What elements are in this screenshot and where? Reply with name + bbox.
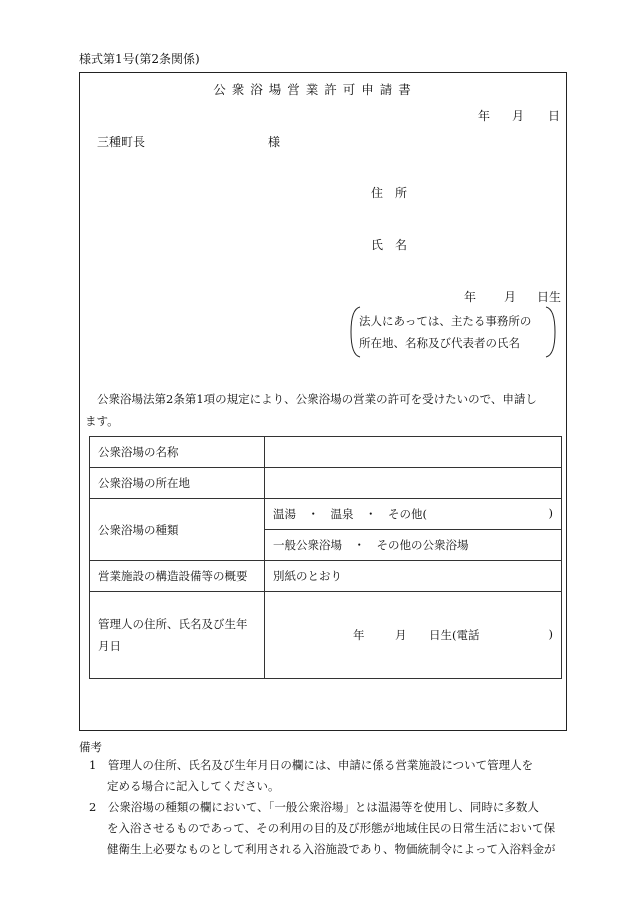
manager-info-label [90, 592, 265, 679]
birth-day-label: 日生 [537, 290, 562, 304]
manager-info-label-line1: 管理人の住所、氏名及び生年 [98, 617, 248, 631]
facility-type-water-options: 温湯 ・ 温泉 ・ その他( [273, 507, 427, 521]
note1-line1: 1 管理人の住所、氏名及び生年月日の欄には、申請に係る営業施設について管理人を [89, 758, 534, 772]
facility-type-category-field[interactable] [265, 530, 562, 561]
facility-type-category-options: 一般公衆浴場 ・ その他の公衆浴場 [273, 538, 469, 552]
structure-summary-field[interactable] [265, 561, 562, 592]
facility-type-label: 公衆浴場の種類 [90, 499, 265, 561]
date-year-label: 年 [478, 109, 491, 123]
date-day-label: 日 [548, 109, 561, 123]
birth-month-label: 月 [504, 290, 517, 304]
note2-line3: 健衛生上必要なものとして利用される入浴施設であり、物価統制令によって入浴料金が [107, 842, 556, 856]
right-bracket [544, 306, 558, 358]
note-1 [89, 755, 574, 797]
form-title: 公衆浴場営業許可申請書 [213, 82, 417, 97]
structure-summary-value: 別紙のとおり [273, 569, 342, 583]
application-table [89, 436, 562, 679]
manager-month-label: 月 [395, 628, 407, 642]
facility-name-label: 公衆浴場の名称 [90, 437, 265, 468]
statement-line1: 公衆浴場法第2条第1項の規定により、公衆浴場の営業の許可を受けたいので、申請し [97, 392, 537, 406]
addressee-honorific: 様 [268, 135, 281, 149]
facility-name-field[interactable] [265, 437, 562, 468]
notes-heading: 備考 [79, 740, 102, 754]
manager-year-label: 年 [353, 628, 365, 642]
structure-summary-label: 営業施設の構造設備等の概要 [90, 561, 265, 592]
addressee-name: 三種町長 [97, 135, 146, 149]
table-row [90, 468, 562, 499]
corp-note-line2: 所在地、名称及び代表者の氏名 [359, 336, 520, 350]
note-2 [89, 797, 574, 860]
statement-line2: ます。 [85, 414, 119, 428]
manager-info-label-line2: 月日 [98, 639, 121, 653]
table-row [90, 499, 562, 530]
facility-type-water-close: ) [548, 506, 553, 520]
note2-line1: 2 公衆浴場の種類の欄において、「一般公衆浴場」とは温湯等を使用し、同時に多数人 [89, 800, 539, 814]
manager-day-tel-label: 日生(電話 [429, 628, 480, 642]
table-row [90, 592, 562, 679]
form-number: 様式第1号(第2条関係) [79, 52, 200, 66]
table-row [90, 561, 562, 592]
facility-location-field[interactable] [265, 468, 562, 499]
name-label: 氏 名 [371, 238, 408, 252]
manager-tel-close: ) [548, 627, 553, 641]
manager-info-field[interactable] [265, 592, 562, 679]
address-label: 住 所 [371, 186, 408, 200]
note2-line2: を入浴させるものであって、その利用の目的及び形態が地域住民の日常生活において保 [107, 821, 556, 835]
facility-type-water-field[interactable] [265, 499, 562, 530]
birth-year-label: 年 [464, 290, 477, 304]
corp-note-line1: 法人にあっては、主たる事務所の [359, 314, 532, 328]
table-row [90, 437, 562, 468]
note1-line2: 定める場合に記入してください。 [107, 779, 280, 793]
date-month-label: 月 [512, 109, 525, 123]
facility-location-label: 公衆浴場の所在地 [90, 468, 265, 499]
